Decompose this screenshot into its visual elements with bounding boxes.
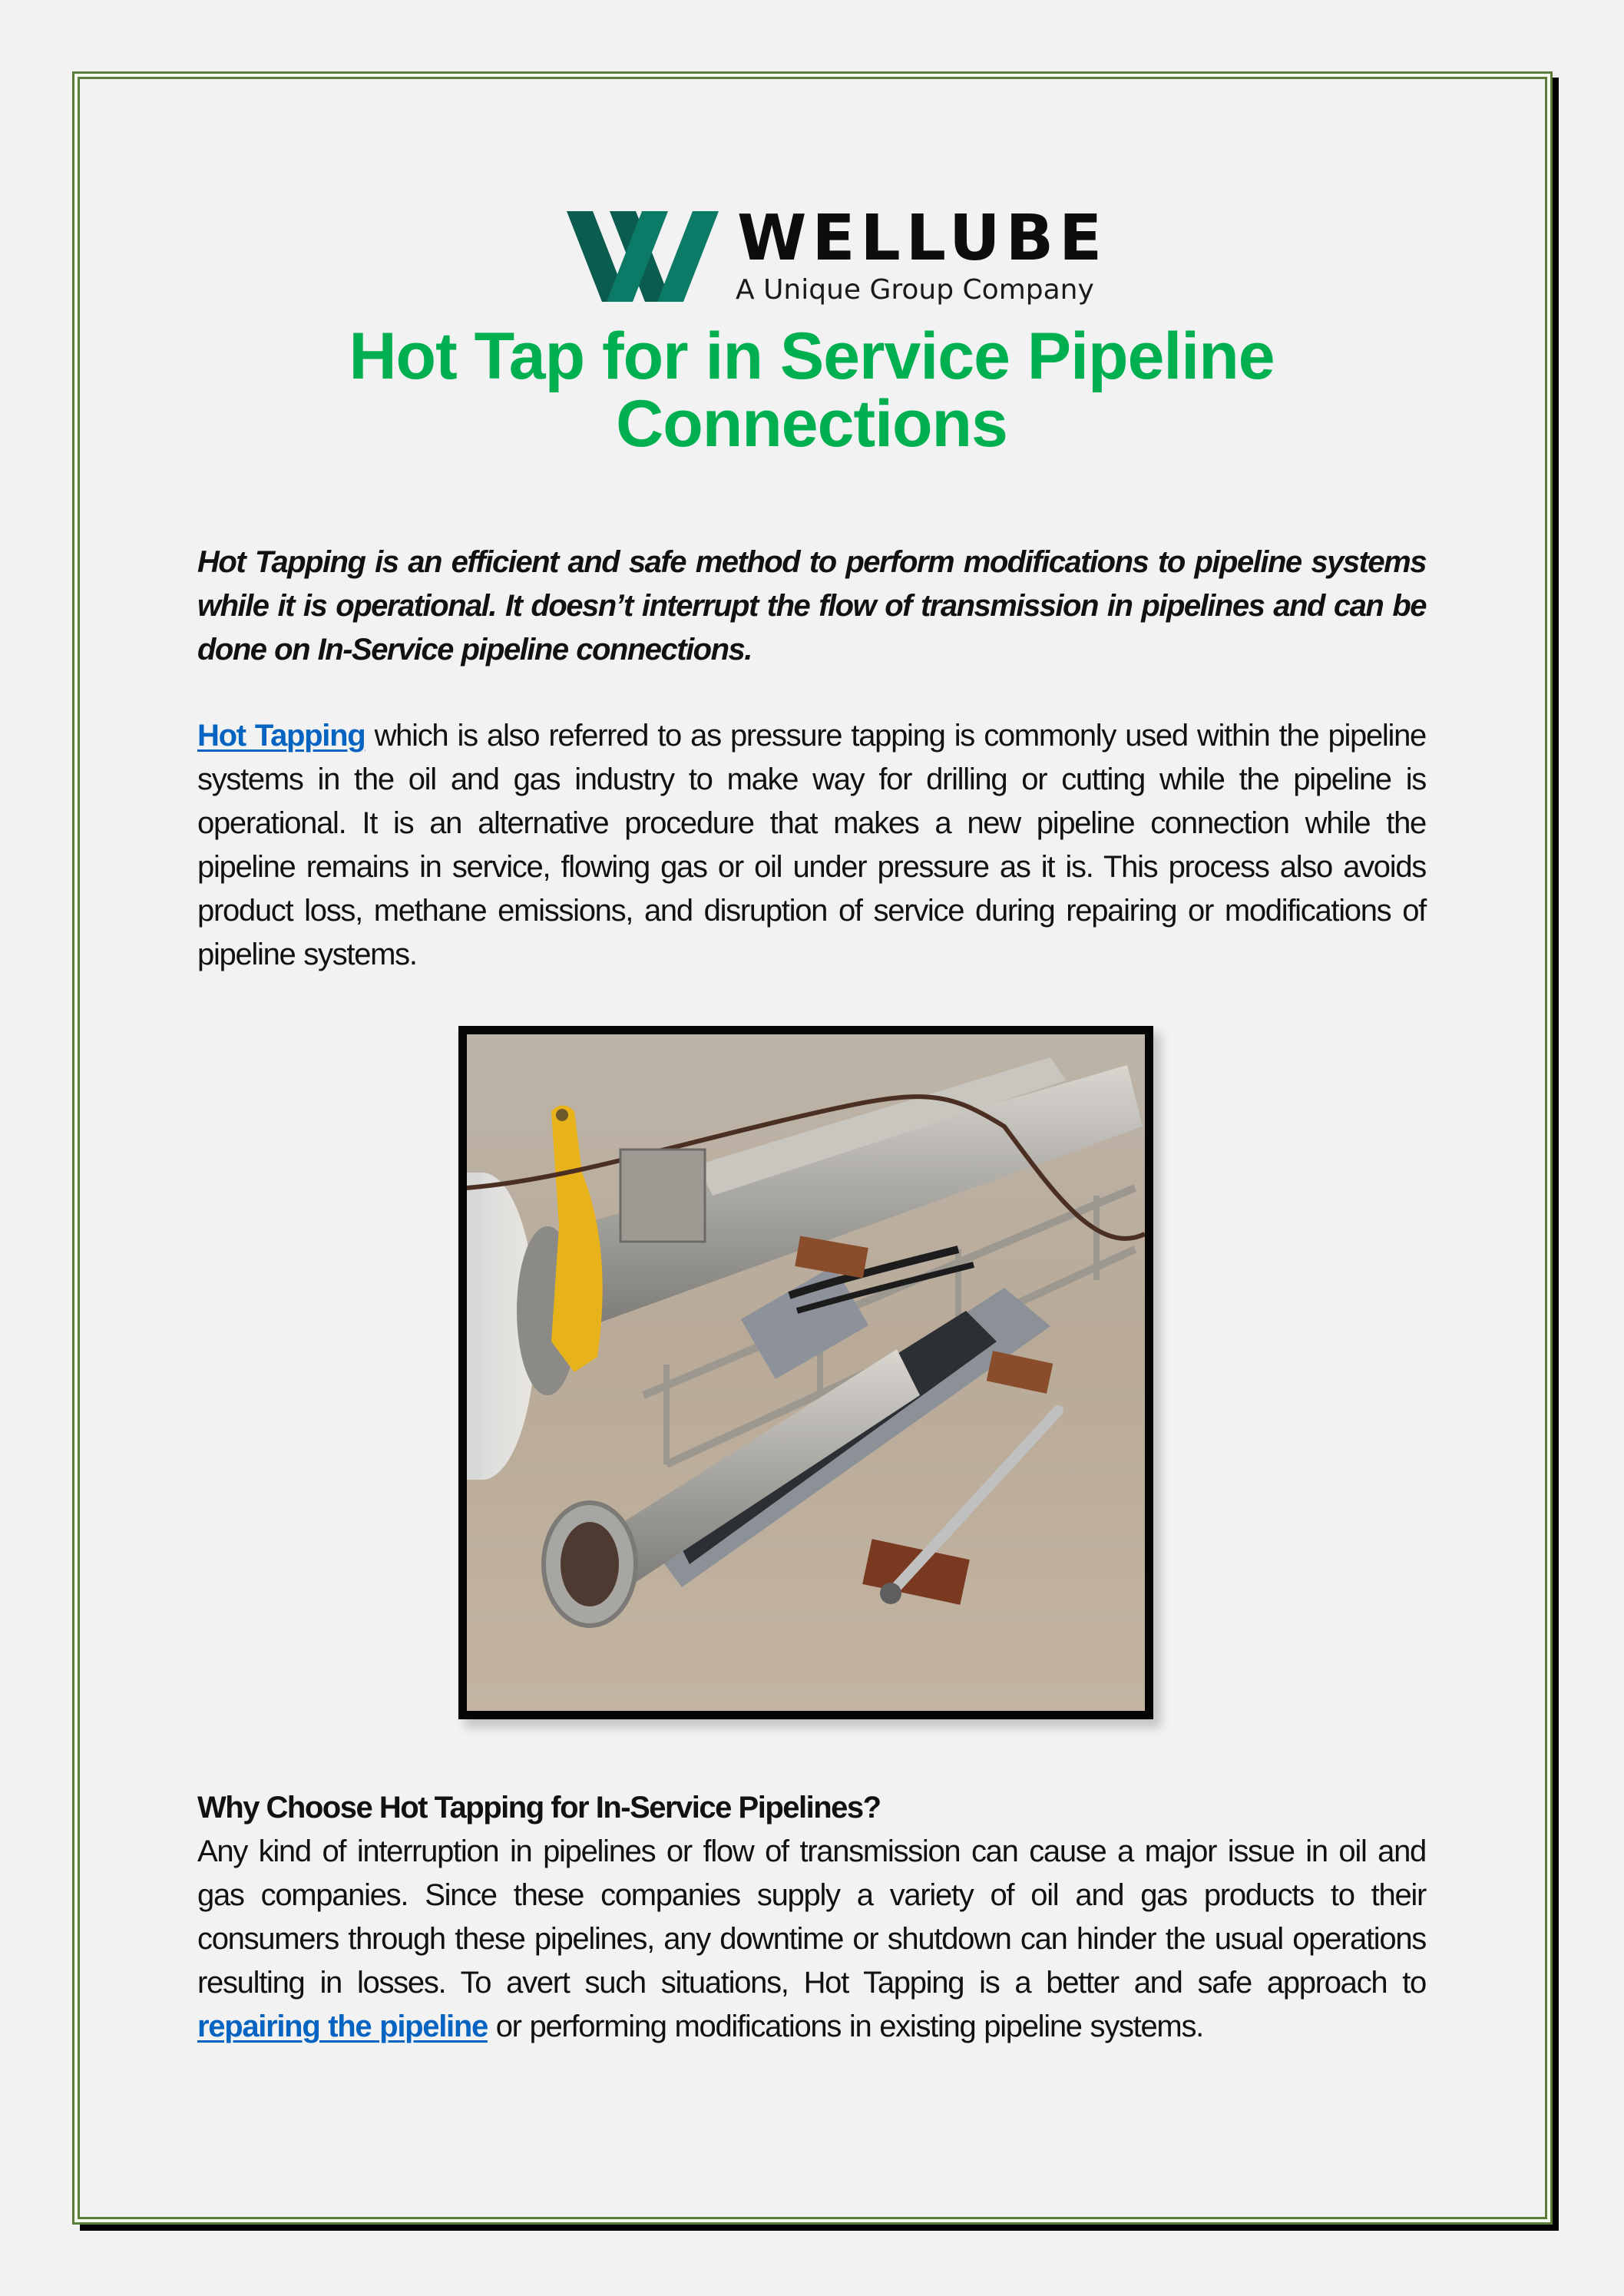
body-paragraph-2 xyxy=(197,1830,1426,2049)
body-paragraph-2-text-after: or performing modifications in existing pipeline systems. xyxy=(487,2010,1203,2043)
page-title-line2: Connections xyxy=(616,387,1007,461)
repairing-the-pipeline-link[interactable]: repairing the pipeline xyxy=(197,2010,488,2043)
body-paragraph-1 xyxy=(197,714,1426,977)
wellube-w-logo-icon xyxy=(567,210,720,303)
photo-hot-tap-equipment xyxy=(467,1034,1145,1711)
page-title-line1: Hot Tap for in Service Pipeline xyxy=(349,319,1275,393)
hot-tap-equipment-photo xyxy=(458,1026,1153,1719)
brand-logo xyxy=(567,202,1108,307)
section-heading: Why Choose Hot Tapping for In-Service Pipelines? xyxy=(197,1791,881,1825)
brand-name: WELLUBE xyxy=(737,202,1108,275)
brand-tagline: A Unique Group Company xyxy=(736,274,1094,306)
body-paragraph-1-text: which is also referred to as pressure tapping is commonly used within the pipeline systems in the oil and gas industry to make way for drilling or cutting while the pipeline is operational. It is an alternative procedure that makes a new pipeline connection while the pipeline remains in service, flowing gas or oil under pressure as it is. This process also avoids product loss, methane emissions, and disruption of service during repairing or modifications of pipeline systems. xyxy=(197,719,1427,971)
intro-paragraph: Hot Tapping is an efficient and safe method to perform modifications to pipeline systems while it is operational. It doesn’t interrupt the flow of transmission in pipelines and can be done on In-Service pipeline connections. xyxy=(197,545,1426,667)
page-title xyxy=(197,319,1426,461)
body-paragraph-2-text-before: Any kind of interruption in pipelines or flow of transmission can cause a major issue in oil and gas companies. Since these companies supply a variety of oil and gas products to their consumers through these pipelines, any downtime or shutdown can hinder the usual operations resulting in losses. To avert such situations, Hot Tapping is a better and safe approach to xyxy=(197,1834,1426,2000)
hot-tapping-link[interactable]: Hot Tapping xyxy=(197,719,365,753)
